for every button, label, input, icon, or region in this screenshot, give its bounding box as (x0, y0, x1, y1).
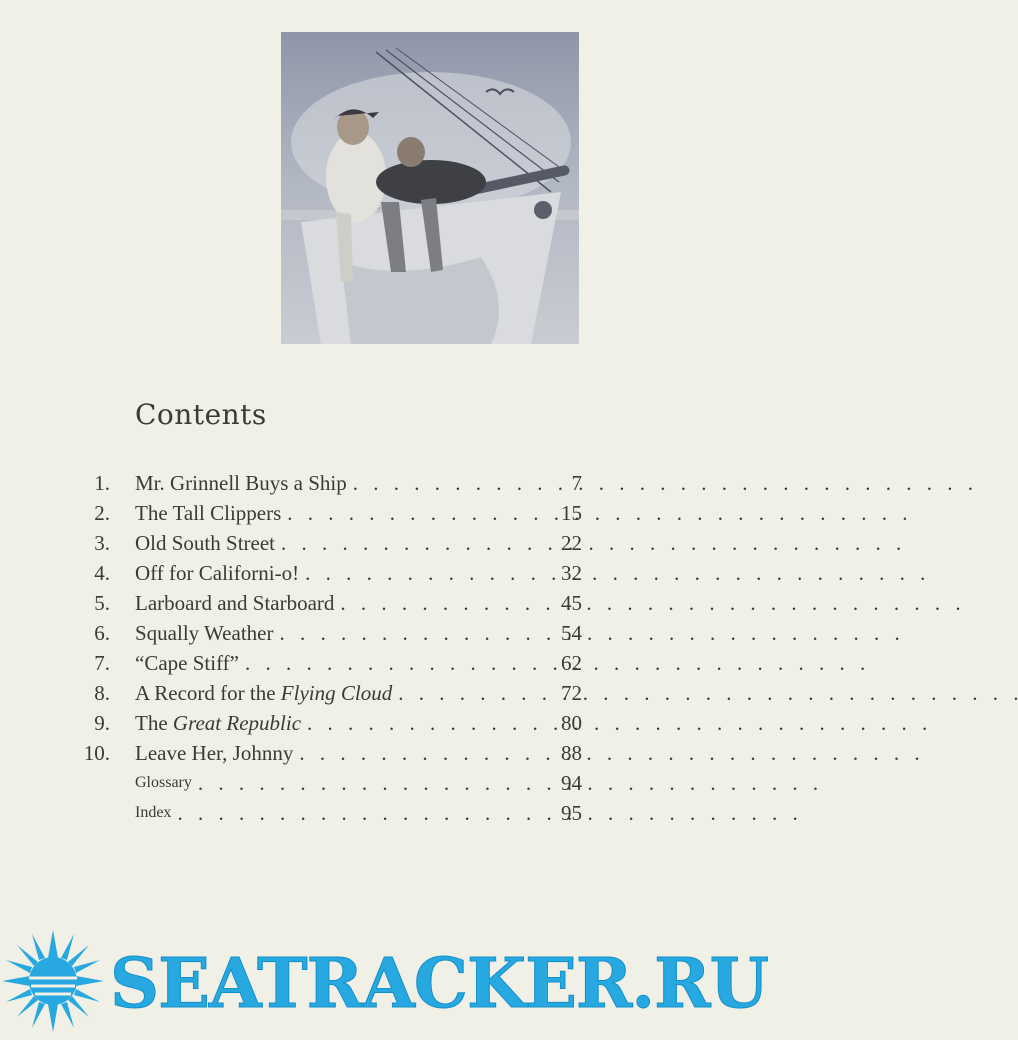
chapter-title-prefix: A Record for the (135, 681, 281, 705)
toc-entry[interactable] (72, 618, 582, 648)
dot-leader (198, 768, 818, 798)
page-number: 80 (561, 711, 582, 735)
page-number: 7 (571, 471, 582, 495)
chapter-title: Squally Weather (135, 621, 274, 645)
chapter-title: Off for Californi-o! (135, 561, 300, 585)
ship-name: Flying Cloud (280, 681, 393, 705)
ship-name: Great Republic (172, 711, 302, 735)
sailors-on-yardarm-illustration (281, 32, 579, 344)
chapter-number: 5. (94, 591, 110, 615)
toc-entry[interactable] (72, 678, 582, 708)
dot-leader (307, 708, 927, 738)
page-number: 22 (561, 531, 582, 555)
chapter-number: 9. (94, 711, 110, 735)
section-title: Glossary (135, 774, 192, 791)
dot-leader (353, 468, 973, 498)
page-number: 95 (561, 801, 582, 825)
chapter-number: 2. (94, 501, 110, 525)
toc-entry[interactable] (72, 498, 582, 528)
dot-leader (281, 528, 901, 558)
toc-entry[interactable] (72, 708, 582, 738)
contents-heading: Contents (135, 398, 267, 431)
dot-leader (398, 678, 1018, 708)
toc-entry-index[interactable] (72, 798, 582, 828)
dot-leader (299, 738, 919, 768)
page-number: 94 (561, 771, 582, 795)
page-number: 88 (561, 741, 582, 765)
chapter-title (135, 708, 307, 738)
chapter-title: Old South Street (135, 531, 275, 555)
dot-leader (279, 618, 899, 648)
toc-entry[interactable] (72, 738, 582, 768)
chapter-title: Mr. Grinnell Buys a Ship (135, 471, 347, 495)
toc-entry[interactable] (72, 558, 582, 588)
section-title: Index (135, 804, 172, 821)
watermark-text: SEATRACKER.RU (110, 944, 768, 1024)
page-number: 62 (561, 651, 582, 675)
toc-entry[interactable] (72, 528, 582, 558)
table-of-contents (72, 468, 582, 828)
toc-entry[interactable] (72, 468, 582, 498)
toc-entry-glossary[interactable] (72, 768, 582, 798)
page-number: 45 (561, 591, 582, 615)
chapter-number: 7. (94, 651, 110, 675)
chapter-number: 1. (94, 471, 110, 495)
dot-leader (177, 798, 797, 828)
chapter-title: The Tall Clippers (135, 501, 282, 525)
chapter-title: Leave Her, Johnny (135, 741, 294, 765)
chapter-title: “Cape Stiff” (135, 651, 239, 675)
toc-entry[interactable] (72, 648, 582, 678)
chapter-title (135, 678, 398, 708)
page-number: 15 (561, 501, 582, 525)
page-number: 54 (561, 621, 582, 645)
chapter-number: 6. (94, 621, 110, 645)
chapter-title: Larboard and Starboard (135, 591, 335, 615)
chapter-number: 8. (94, 681, 110, 705)
sun-logo-icon (0, 928, 106, 1034)
dot-leader (287, 498, 907, 528)
toc-entry[interactable] (72, 588, 582, 618)
chapter-number: 10. (83, 741, 110, 765)
dot-leader (340, 588, 960, 618)
site-watermark (0, 928, 768, 1040)
chapter-number: 3. (94, 531, 110, 555)
page-number: 32 (561, 561, 582, 585)
page-number: 72 (561, 681, 582, 705)
dot-leader (305, 558, 925, 588)
chapter-title-prefix: The (135, 711, 173, 735)
chapter-number: 4. (94, 561, 110, 585)
